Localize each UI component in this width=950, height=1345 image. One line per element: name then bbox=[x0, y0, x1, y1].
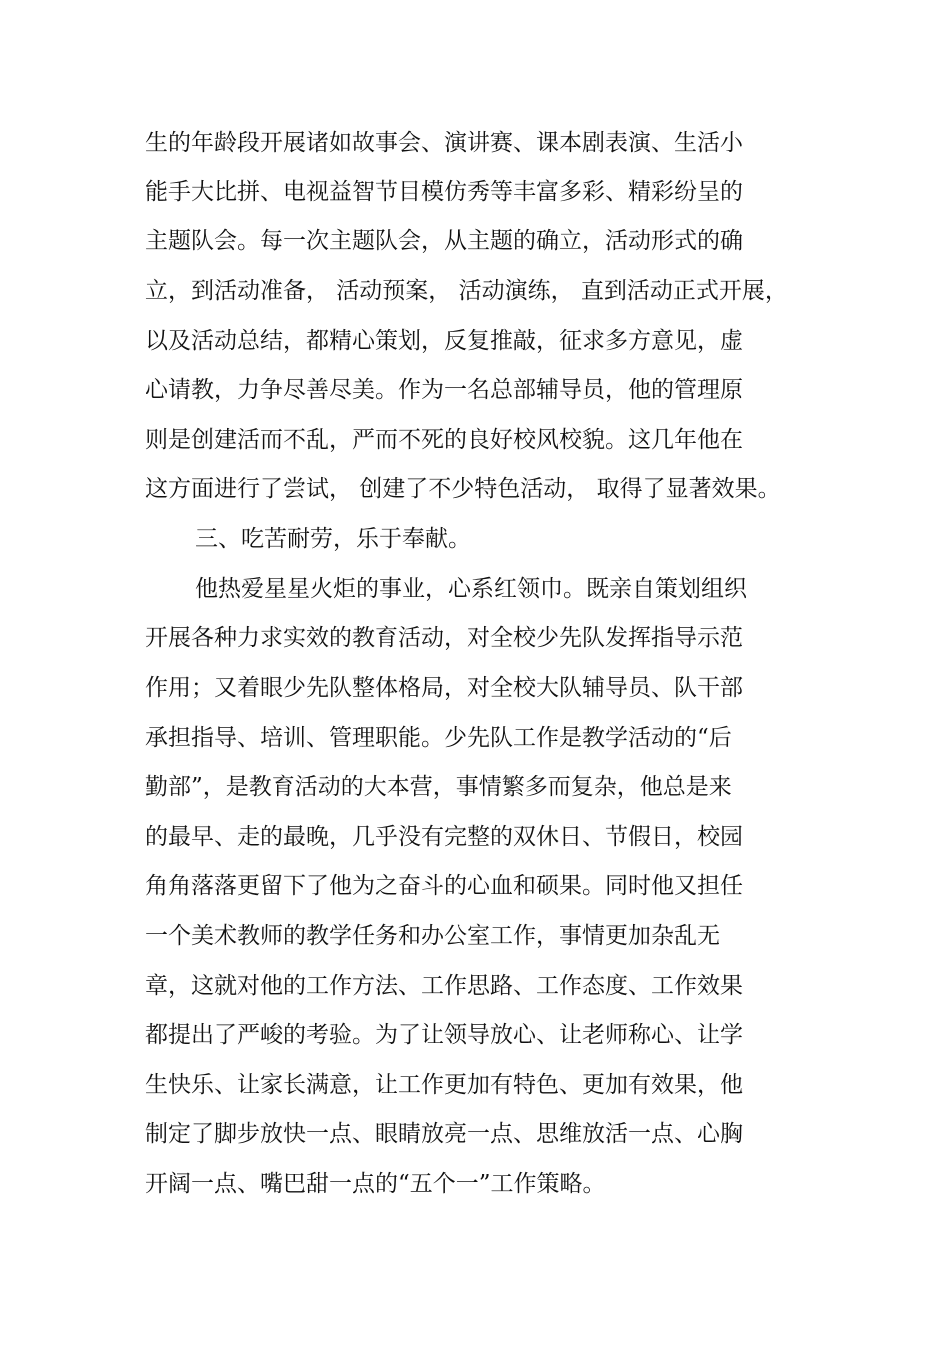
text-line: 的最早、走的最晚，几乎没有完整的双休日、节假日，校园 bbox=[145, 824, 743, 850]
text-line: 生快乐、让家长满意，让工作更加有特色、更加有效果，他 bbox=[145, 1072, 743, 1098]
text-line: 心请教，力争尽善尽美。作为一名总部辅导员，他的管理原 bbox=[145, 377, 743, 403]
text-line: 能手大比拼、电视益智节目模仿秀等丰富多彩、精彩纷呈的 bbox=[145, 179, 743, 205]
text-line: 开展各种力求实效的教育活动，对全校少先队发挥指导示范 bbox=[145, 625, 743, 651]
text-line: 作用；又着眼少先队整体格局，对全校大队辅导员、队干部 bbox=[145, 675, 743, 701]
text-line: 立，到活动准备， 活动预案， 活动演练， 直到活动正式开展， bbox=[145, 278, 788, 304]
text-line: 则是创建活而不乱，严而不死的良好校风校貌。这几年他在 bbox=[145, 427, 743, 453]
text-line: 承担指导、培训、管理职能。少先队工作是教学活动的“后 bbox=[145, 725, 732, 751]
text-line: 以及活动总结，都精心策划，反复推敲，征求多方意见，虚 bbox=[145, 328, 743, 354]
text-line: 角角落落更留下了他为之奋斗的心血和硕果。同时他又担任 bbox=[145, 873, 743, 899]
text-line: 这方面进行了尝试， 创建了不少特色活动， 取得了显著效果。 bbox=[145, 476, 781, 502]
text-line: 都提出了严峻的考验。为了让领导放心、让老师称心、让学 bbox=[145, 1022, 743, 1048]
section-heading: 三、吃苦耐劳，乐于奉献。 bbox=[195, 526, 471, 552]
text-line: 开阔一点、嘴巴甜一点的“五个一”工作策略。 bbox=[145, 1171, 606, 1197]
text-line: 一个美术教师的教学任务和办公室工作，事情更加杂乱无 bbox=[145, 923, 720, 949]
text-line: 勤部”，是教育活动的大本营，事情繁多而复杂，他总是来 bbox=[145, 774, 732, 800]
text-line: 主题队会。每一次主题队会，从主题的确立，活动形式的确 bbox=[145, 228, 743, 254]
text-line: 生的年龄段开展诸如故事会、演讲赛、课本剧表演、生活小 bbox=[145, 130, 743, 156]
paragraph-first-line: 他热爱星星火炬的事业，心系红领巾。既亲自策划组织 bbox=[195, 576, 747, 602]
text-line: 章，这就对他的工作方法、工作思路、工作态度、工作效果 bbox=[145, 973, 743, 999]
text-line: 制定了脚步放快一点、眼睛放亮一点、思维放活一点、心胸 bbox=[145, 1121, 743, 1147]
